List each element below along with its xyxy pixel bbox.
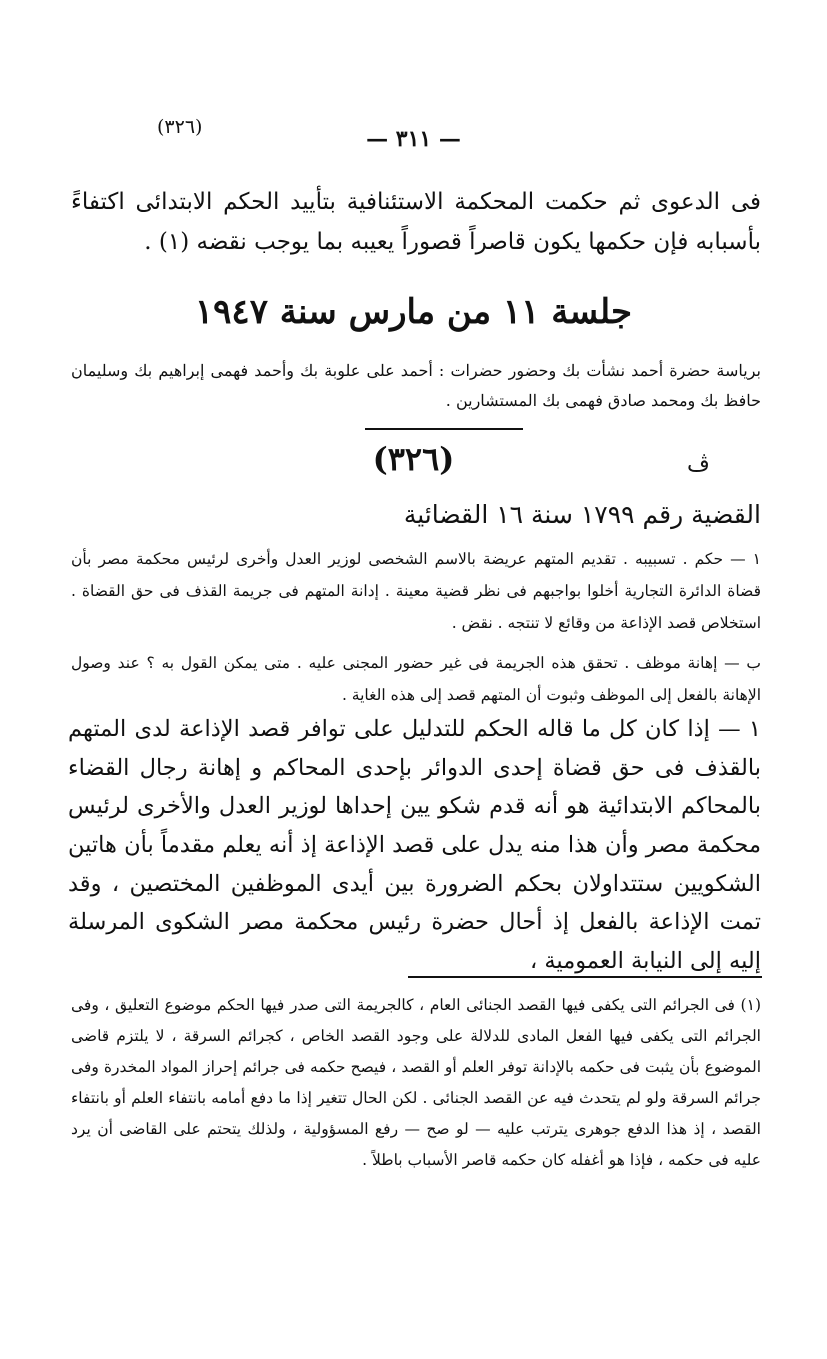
presidency-paragraph: برياسة حضرة أحمد نشأت بك وحضور حضرات : أحمد على علوبة بك وأحمد فهمى إبراهيم بك وسليمان حافظ بك ومحمد صادق فهمى بك المستشارين . (71, 361, 761, 411)
footnote: (١) فى الجرائم التى يكفى فيها القصد الجنائى العام ، كالجريمة التى صدر فيها الحكم موضوع التعليق ، وفى الجرائم التى يكفى فيها الفعل المادى للدلالة على وجود القصد الخاص ، كجرائم السرقة ، لا يلتزم قاضى الموضوع بأن يثبت فى حكمه بالإدانة توفر العلم أو القصد ، فيصح حكمه فى جرائم إحراز المواد المخدرة وفى جرائم السرقة ولو لم يتحدث فيه عن القصد الجنائى . لكن الحال تتغير إذا ما دفع أمامه بانتفاء العلم أو بانتفاء القصد ، إذ هذا الدفع جوهرى يترتب عليه — لو صح — رفع المسؤولية ، ولذلك يتحتم على القاضى أن يرد عليه فى حكمه ، فإذا هو أغفله كان حكمه قاصر الأسباب باطلاً . (71, 996, 761, 1169)
case-heading: القضية رقم ١٧٩٩ سنة ١٦ القضائية (403, 500, 761, 529)
headnote-1: ١ — حكم . تسبيبه . تقديم المتهم عريضة بالاسم الشخصى لوزير العدل وأخرى لرئيس محكمة مصر بأن قضاة الدائرة التجارية أخلوا بواجبهم فى نظر قضية معينة . إدانة المتهم فى جريمة القذف فى حق القضاة . استخلاص قصد الإذاعة من وقائع لا تنتجه . نقض . (71, 550, 761, 632)
intro-paragraph: فى الدعوى ثم حكمت المحكمة الاستئنافية بتأييد الحكم الابتدائى اكتفاءً بأسبابه فإن حكمها يكون قاصراً قصوراً يعيبه بما يوجب نقضه (١) . (71, 189, 761, 256)
principle-paragraph: ١ — إذا كان كل ما قاله الحكم للتدليل على توافر قصد الإذاعة لدى المتهم بالقذف فى حق قضاة إحدى الدوائر بإحدى المحاكم و إهانة رجال القضاء بالمحاكم الابتدائية هو أنه قدم شكو يين إحداها لوزير العدل والأخرى لرئيس محكمة مصر وأن هذا منه يدل على قصد الإذاعة إذ أنه يعلم مقدماً بأن هاتين الشكويين ستتداولان بحكم الضرورة بين أيدى الموظفين المختصين ، وقد تمت الإذاعة بالفعل إذ أحال حضرة رئيس محكمة مصر الشكوى المرسلة إليه إلى النيابة العمومية ، (68, 716, 761, 975)
case-reference-header: (٣٢٦) (157, 116, 203, 138)
section-divider (365, 428, 523, 430)
marginal-mark: ﭪ (687, 452, 710, 477)
page-number: — ٣١١ — (366, 126, 461, 152)
case-number: (٣٢٦) (372, 440, 455, 478)
session-title: جلسة ١١ من مارس سنة ١٩٤٧ (194, 292, 633, 332)
footnote-divider (408, 976, 762, 978)
headnote-2: ب — إهانة موظف . تحقق هذه الجريمة فى غير حضور المجنى عليه . متى يمكن القول به ؟ عند وصول الإهانة بالفعل إلى الموظف وثبوت أن المتهم قصد إلى هذه الغاية . (71, 654, 761, 704)
